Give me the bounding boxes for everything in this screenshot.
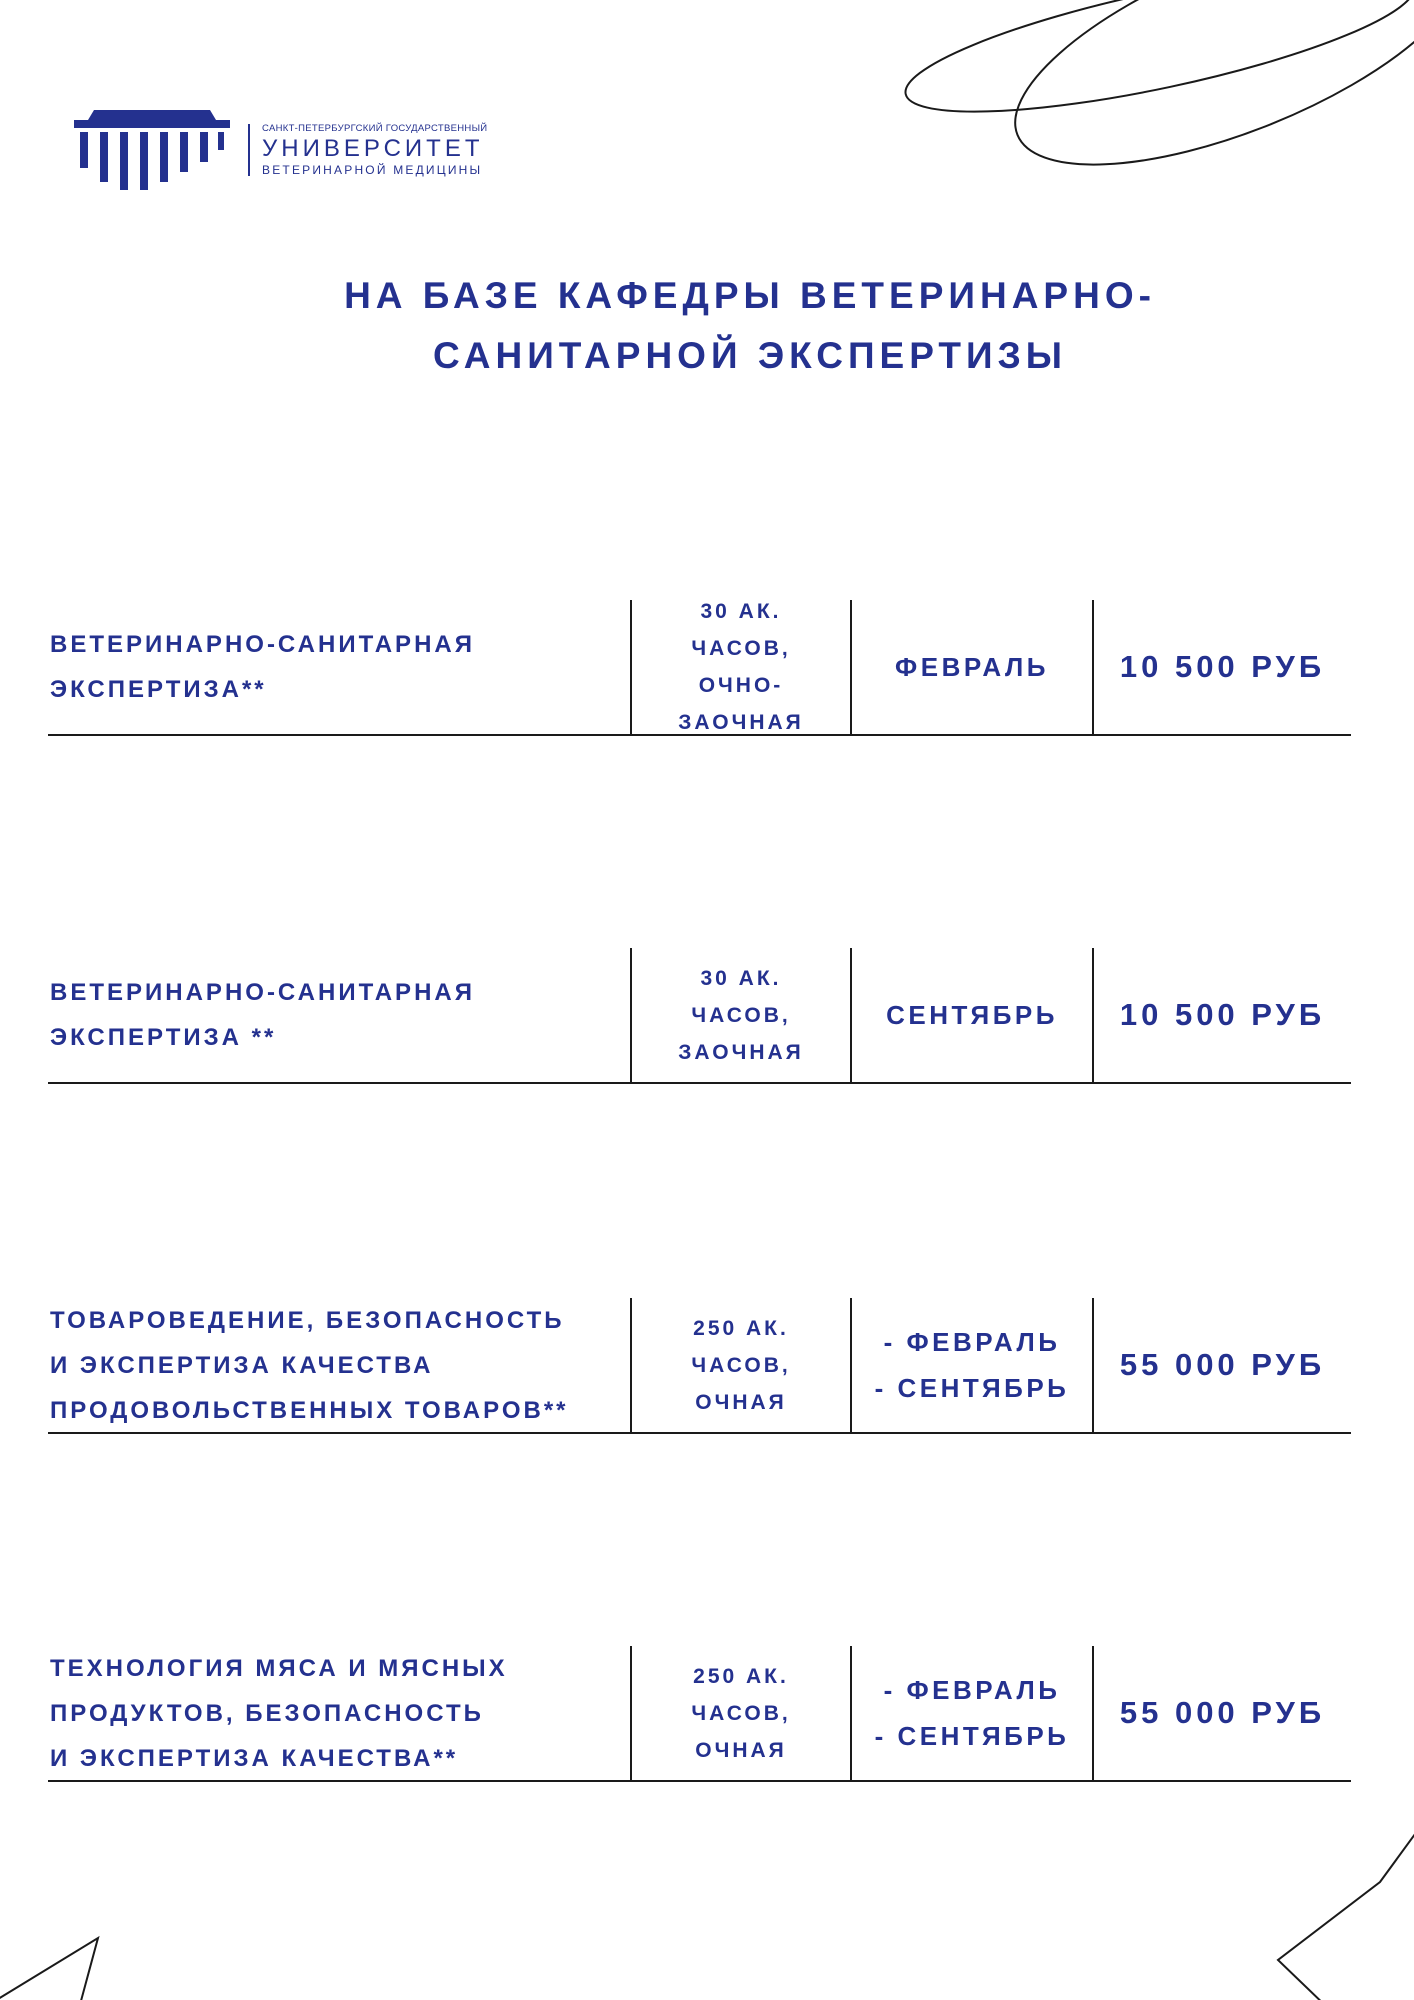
course-month	[850, 600, 1092, 734]
course-hours-line: ЧАСОВ,	[691, 1353, 791, 1377]
course-name-line: ПРОДОВОЛЬСТВЕННЫХ ТОВАРОВ**	[50, 1396, 569, 1424]
course-hours-line: 250 АК.	[693, 1664, 789, 1688]
logo-line-2: УНИВЕРСИТЕТ	[262, 134, 484, 162]
course-price-value: 55 000 РУБ	[1119, 1695, 1326, 1730]
course-hours-line: 250 АК.	[693, 1316, 789, 1340]
course-name	[48, 948, 630, 1082]
course-price-value: 55 000 РУБ	[1119, 1347, 1326, 1382]
course-name-line: ЭКСПЕРТИЗА **	[50, 1024, 277, 1051]
course-row	[48, 1646, 1351, 1782]
course-price	[1092, 600, 1351, 734]
course-hours-line: ОЧНАЯ	[695, 1390, 787, 1414]
course-month-line: ФЕВРАЛЬ	[895, 652, 1049, 682]
course-hours-line: ЧАСОВ,	[691, 1003, 791, 1027]
course-row	[48, 948, 1351, 1084]
course-hours	[630, 600, 850, 734]
course-month-line: - ФЕВРАЛЬ	[883, 1675, 1061, 1705]
course-hours-line: ОЧНО-	[698, 674, 784, 697]
logo-line-3: ВЕТЕРИНАРНОЙ МЕДИЦИНЫ	[262, 162, 483, 177]
logo-text	[262, 124, 487, 176]
colonnade-logo-icon	[74, 108, 230, 192]
course-month-line: - ФЕВРАЛЬ	[883, 1327, 1061, 1357]
course-name-line: И ЭКСПЕРТИЗА КАЧЕСТВА**	[50, 1744, 459, 1772]
course-name-line: ВЕТЕРИНАРНО-САНИТАРНАЯ	[50, 979, 475, 1006]
course-price	[1092, 948, 1351, 1082]
course-month-line: - СЕНТЯБРЬ	[874, 1721, 1070, 1751]
course-hours-line: ЧАСОВ,	[691, 1701, 791, 1725]
course-price	[1092, 1298, 1351, 1432]
course-hours-line: 30 АК.	[700, 600, 782, 623]
course-month	[850, 948, 1092, 1082]
course-name-line: ПРОДУКТОВ, БЕЗОПАСНОСТЬ	[50, 1699, 484, 1727]
course-hours	[630, 948, 850, 1082]
course-hours-line: ЗАОЧНАЯ	[678, 711, 804, 734]
course-month-line: - СЕНТЯБРЬ	[874, 1373, 1070, 1403]
course-month	[850, 1646, 1092, 1780]
course-hours-line: ОЧНАЯ	[695, 1738, 787, 1762]
course-hours	[630, 1298, 850, 1432]
deco-triangle-bottom-right	[1278, 1830, 1414, 2000]
deco-ellipse-left	[896, 0, 1414, 141]
page-title	[260, 266, 1240, 386]
logo-line-1: САНКТ-ПЕТЕРБУРГСКИЙ ГОСУДАРСТВЕННЫЙ	[262, 123, 488, 135]
course-name	[48, 1646, 630, 1780]
course-name-line: ЭКСПЕРТИЗА**	[50, 676, 267, 703]
title-line-2: САНИТАРНОЙ ЭКСПЕРТИЗЫ	[432, 335, 1068, 376]
course-hours-line: ЧАСОВ,	[691, 637, 791, 660]
course-price	[1092, 1646, 1351, 1780]
title-line-1: НА БАЗЕ КАФЕДРЫ ВЕТЕРИНАРНО-	[344, 275, 1156, 316]
deco-triangle-bottom-left	[0, 1938, 98, 2000]
course-month-line: СЕНТЯБРЬ	[886, 1000, 1058, 1030]
course-name-line: И ЭКСПЕРТИЗА КАЧЕСТВА	[50, 1351, 434, 1379]
course-month	[850, 1298, 1092, 1432]
course-name-line: ТОВАРОВЕДЕНИЕ, БЕЗОПАСНОСТЬ	[50, 1306, 565, 1334]
course-price-value: 10 500 РУБ	[1119, 649, 1326, 684]
course-hours-line: 30 АК.	[700, 966, 782, 990]
course-name	[48, 600, 630, 734]
course-hours	[630, 1646, 850, 1780]
course-price-value: 10 500 РУБ	[1119, 997, 1326, 1032]
course-hours-line: ЗАОЧНАЯ	[678, 1040, 804, 1064]
logo-divider	[248, 124, 250, 176]
course-row	[48, 1298, 1351, 1434]
course-name-line: ВЕТЕРИНАРНО-САНИТАРНАЯ	[50, 631, 475, 658]
course-name-line: ТЕХНОЛОГИЯ МЯСА И МЯСНЫХ	[50, 1654, 508, 1682]
university-logo	[74, 108, 487, 192]
course-name	[48, 1298, 630, 1432]
course-row	[48, 600, 1351, 736]
